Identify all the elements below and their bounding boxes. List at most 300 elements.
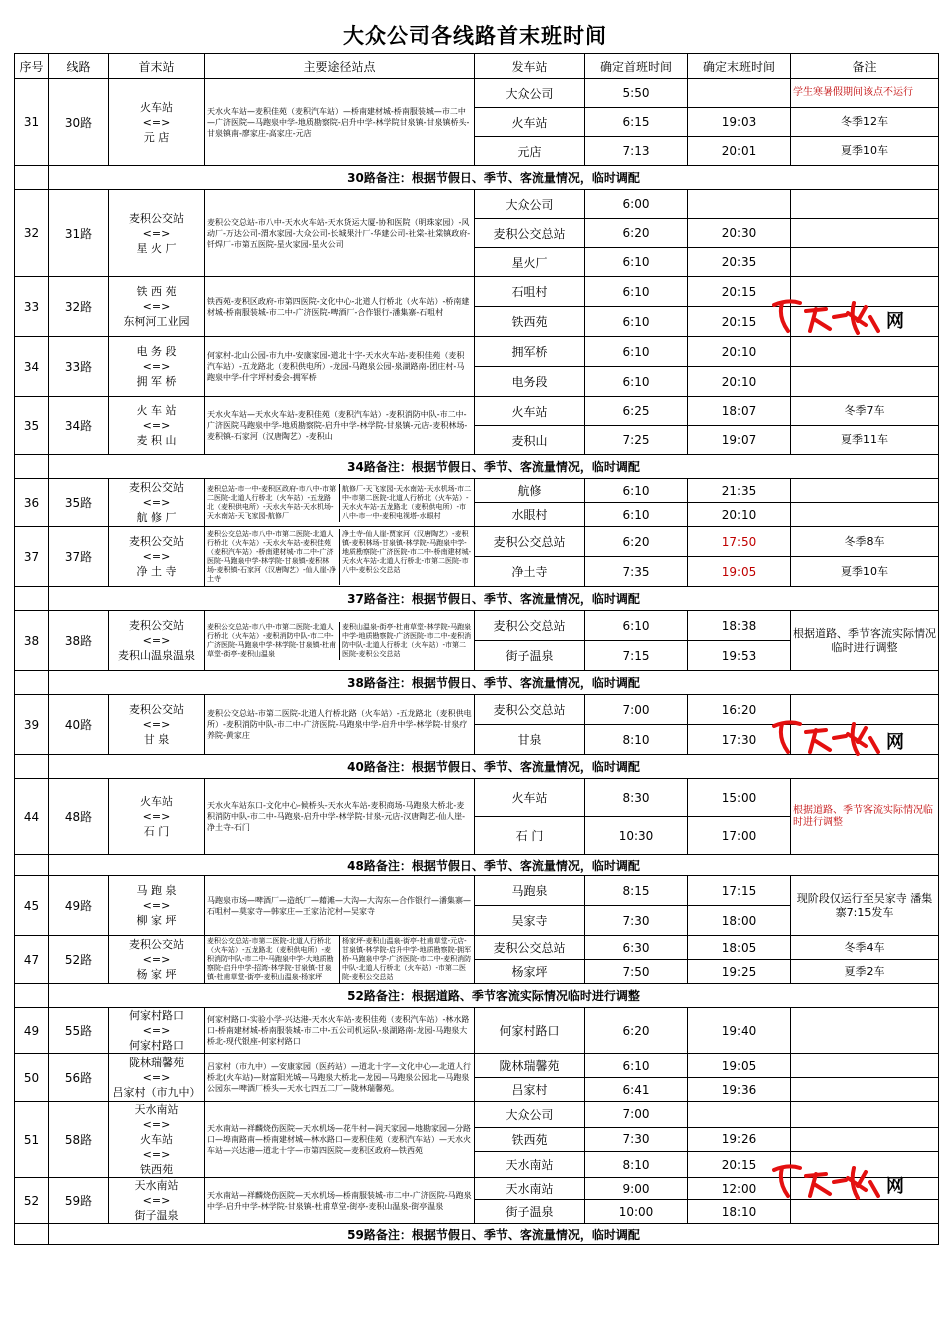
line-name: 30路	[49, 79, 109, 166]
last-bus-time: 18:00	[688, 906, 791, 936]
schedule-row	[15, 1102, 939, 1128]
line-name: 33路	[49, 337, 109, 397]
last-bus-time: 20:10	[688, 337, 791, 367]
remark: 夏季2车	[791, 960, 939, 984]
terminal-line: <=>	[142, 226, 171, 240]
schedule-row	[15, 527, 939, 557]
line-note-row	[15, 984, 939, 1008]
seq-number: 52	[15, 1178, 49, 1224]
remark: 学生寒暑假期间该点不运行	[791, 79, 939, 108]
line-name: 55路	[49, 1008, 109, 1054]
last-bus-time: 19:03	[688, 108, 791, 137]
last-bus-time: 19:25	[688, 960, 791, 984]
line-note-row	[15, 166, 939, 190]
departure-station: 航修	[475, 479, 585, 503]
seq-number: 50	[15, 1054, 49, 1102]
terminal-line: 元 店	[143, 130, 170, 144]
line-note-row	[15, 455, 939, 479]
last-bus-time: 18:10	[688, 1200, 791, 1224]
first-bus-time: 7:30	[585, 906, 688, 936]
seq-number: 36	[15, 479, 49, 527]
first-bus-time: 6:10	[585, 248, 688, 277]
terminal-stations	[109, 337, 205, 397]
seq-cell-empty	[15, 1224, 49, 1245]
terminal-line: <=>	[142, 634, 171, 647]
terminal-line: <=>	[142, 1024, 171, 1037]
seq-cell-empty	[15, 755, 49, 779]
schedule-row	[15, 1054, 939, 1078]
departure-station: 吴家寺	[475, 906, 585, 936]
terminal-line: <=>	[142, 899, 171, 912]
last-bus-time: 18:07	[688, 397, 791, 426]
line-name: 35路	[49, 479, 109, 527]
remark	[791, 219, 939, 248]
seq-cell-empty	[15, 984, 49, 1008]
first-bus-time: 6:25	[585, 397, 688, 426]
line-name: 58路	[49, 1102, 109, 1178]
last-bus-time: 19:07	[688, 426, 791, 455]
terminal-line: 马 跑 泉	[136, 884, 177, 897]
seq-cell-empty	[15, 671, 49, 695]
terminal-line: 铁西苑	[140, 1163, 173, 1176]
first-bus-time: 7:25	[585, 426, 688, 455]
last-bus-time: 12:00	[688, 1178, 791, 1200]
route-stops: 吕家村（市九中）—安康家园（医药站）—道北十字—文化中心—北道人行桥北(火车站)—财富阳光城—马跑泉大桥北—龙园—马跑泉公园北—马跑泉公园东—啤酒厂桥头—天水七四五二厂—陇林瑞馨苑。	[205, 1054, 475, 1102]
last-bus-time: 19:05	[688, 1054, 791, 1078]
last-bus-time: 20:10	[688, 367, 791, 397]
seq-cell-empty	[15, 587, 49, 611]
first-bus-time: 7:50	[585, 960, 688, 984]
column-header: 序号	[15, 54, 49, 79]
terminal-stations	[109, 936, 205, 984]
terminal-stations	[109, 1054, 205, 1102]
schedule-row	[15, 277, 939, 307]
seq-number: 44	[15, 779, 49, 855]
terminal-line: 麦 积 山	[136, 434, 177, 447]
terminal-stations	[109, 1008, 205, 1054]
line-note: 40路备注：根据节假日、季节、客流量情况，临时调配	[49, 755, 939, 779]
terminal-line: 航 修 厂	[136, 511, 177, 524]
terminal-line: 麦积公交站	[129, 535, 184, 548]
remark: 根据道路、季节客流实际情况临时进行调整	[791, 611, 939, 671]
seq-cell-empty	[15, 166, 49, 190]
terminal-line: <=>	[142, 1071, 171, 1084]
departure-station: 天水南站	[475, 1178, 585, 1200]
departure-station: 拥军桥	[475, 337, 585, 367]
terminal-line: 电 务 段	[136, 345, 177, 358]
terminal-stations	[109, 397, 205, 455]
schedule-row	[15, 397, 939, 426]
first-bus-time: 6:20	[585, 1008, 688, 1054]
departure-station: 元店	[475, 137, 585, 166]
remark	[791, 1152, 939, 1178]
column-header: 发车站	[475, 54, 585, 79]
first-bus-time: 9:00	[585, 1178, 688, 1200]
schedule-row	[15, 611, 939, 641]
terminal-line: <=>	[142, 718, 171, 731]
first-bus-time: 6:30	[585, 936, 688, 960]
schedule-row	[15, 1178, 939, 1200]
departure-station: 吕家村	[475, 1078, 585, 1102]
terminal-stations	[109, 277, 205, 337]
last-bus-time: 20:30	[688, 219, 791, 248]
terminal-line: <=>	[142, 419, 171, 432]
first-bus-time: 6:20	[585, 527, 688, 557]
schedule-table	[14, 53, 939, 1245]
seq-number: 35	[15, 397, 49, 455]
line-name: 59路	[49, 1178, 109, 1224]
first-bus-time: 6:10	[585, 611, 688, 641]
remark	[791, 1008, 939, 1054]
seq-number: 32	[15, 190, 49, 277]
line-note: 37路备注：根据节假日、季节、客流量情况，临时调配	[49, 587, 939, 611]
column-header: 确定首班时间	[585, 54, 688, 79]
line-name: 37路	[49, 527, 109, 587]
logo-text: 网	[886, 732, 904, 753]
line-name: 32路	[49, 277, 109, 337]
remark	[791, 1102, 939, 1128]
route-stops: 天水南站—祥麟烧伤医院—天水机场—桥南服装城-市二中-广济医院-马跑泉中学-启升中学-林学院-甘泉镇-杜甫草堂-街亭-麦积山温泉-街亭温泉	[205, 1178, 475, 1224]
first-bus-time: 6:15	[585, 108, 688, 137]
departure-station: 净土寺	[475, 557, 585, 587]
first-bus-time: 6:10	[585, 503, 688, 527]
terminal-line: 甘 泉	[143, 733, 170, 746]
terminal-line: <=>	[142, 810, 171, 823]
schedule-row	[15, 936, 939, 960]
departure-station: 杨家坪	[475, 960, 585, 984]
seq-number: 37	[15, 527, 49, 587]
remark	[791, 479, 939, 503]
terminal-line: 麦积公交站	[129, 703, 184, 716]
route-stops: 天水南站—祥麟烧伤医院—天水机场—花牛村—润天家园—地勘家园—分路口—埠南路南—桥南建材城—林水路口—麦积佳苑（麦积汽车站）—天水火车站—兴达港—道北十字—市第四医院—麦积区政府—铁西苑	[205, 1102, 475, 1178]
terminal-stations	[109, 527, 205, 587]
seq-number: 34	[15, 337, 49, 397]
last-bus-time: 19:53	[688, 641, 791, 671]
remark	[791, 277, 939, 307]
departure-station: 水眼村	[475, 503, 585, 527]
remark	[791, 367, 939, 397]
departure-station: 火车站	[475, 108, 585, 137]
terminal-line: 铁 西 苑	[136, 285, 177, 298]
remark: 冬季8车	[791, 527, 939, 557]
first-bus-time: 6:10	[585, 367, 688, 397]
last-bus-time: 19:36	[688, 1078, 791, 1102]
line-note-row	[15, 855, 939, 876]
departure-station: 电务段	[475, 367, 585, 397]
line-note: 59路备注：根据节假日、季节、客流量情况，临时调配	[49, 1224, 939, 1245]
departure-station: 大众公司	[475, 190, 585, 219]
remark	[791, 1078, 939, 1102]
remark	[791, 1127, 939, 1152]
route-direction: 麦积山温泉-街亭-杜甫草堂-林学院-马跑泉中学-地质勘察院-广济医院-市二中-麦积消防中队-北道人行桥北（火车站）-市第二医院-麦积公交总站	[342, 622, 472, 658]
terminal-stations	[109, 779, 205, 855]
first-bus-time: 6:10	[585, 307, 688, 337]
terminal-line: <=>	[142, 550, 171, 563]
route-stops	[205, 611, 475, 671]
last-bus-time: 20:10	[688, 503, 791, 527]
terminal-line: 火车站	[140, 795, 173, 808]
line-note-row	[15, 587, 939, 611]
route-direction: 麦积公交总站-市第二医院-北道人行桥北（火车站）-五龙路北（麦积供电所）-麦积消防中队-市二中-马跑泉中学-大地质勘察院-启升中学-招湾-林学院-甘泉镇-甘泉镇-杜甫草堂-街亭-麦积山温泉-杨家坪	[205, 936, 340, 983]
terminal-stations	[109, 1102, 205, 1178]
line-note-row	[15, 755, 939, 779]
first-bus-time: 6:00	[585, 190, 688, 219]
first-bus-time: 5:50	[585, 79, 688, 108]
terminal-stations	[109, 876, 205, 936]
terminal-line: 麦积公交站	[129, 938, 184, 951]
departure-station: 大众公司	[475, 1102, 585, 1128]
departure-station: 大众公司	[475, 79, 585, 108]
schedule-row	[15, 779, 939, 817]
line-name: 56路	[49, 1054, 109, 1102]
departure-station: 石咀村	[475, 277, 585, 307]
terminal-line: 星 火 厂	[136, 241, 177, 255]
terminal-line: 何家村路口	[129, 1009, 184, 1022]
seq-cell-empty	[15, 455, 49, 479]
route-split	[205, 529, 474, 585]
first-bus-time: 8:15	[585, 876, 688, 906]
terminal-line: <=>	[142, 1118, 171, 1131]
line-note-row	[15, 671, 939, 695]
last-bus-time: 15:00	[688, 779, 791, 817]
terminal-line: 火 车 站	[136, 404, 177, 417]
last-bus-time: 21:35	[688, 479, 791, 503]
terminal-stations	[109, 479, 205, 527]
header-row	[15, 54, 939, 79]
first-bus-time: 6:10	[585, 479, 688, 503]
departure-station: 麦积公交总站	[475, 936, 585, 960]
last-bus-time: 20:15	[688, 307, 791, 337]
terminal-line: <=>	[142, 115, 171, 129]
departure-station: 甘泉	[475, 725, 585, 755]
last-bus-time	[688, 79, 791, 108]
last-bus-time: 20:01	[688, 137, 791, 166]
remark	[791, 1054, 939, 1078]
first-bus-time: 7:00	[585, 695, 688, 725]
last-bus-time: 17:15	[688, 876, 791, 906]
terminal-stations	[109, 611, 205, 671]
route-direction: 麦积公交总站-市八中-市第二医院-北道人行桥北（火车站）-天水火车站-麦积佳苑（麦积汽车站）-桥南建材城-市二中-广济医院-马跑泉中学-林学院-甘泉镇-麦积林场-麦积镇-石家河（汉唐陶艺）-仙人崖-净土寺	[205, 529, 340, 585]
last-bus-time: 19:05	[688, 557, 791, 587]
terminal-line: <=>	[142, 1148, 171, 1161]
terminal-line: 火车站	[140, 1133, 173, 1146]
route-stops	[205, 479, 475, 527]
first-bus-time: 10:30	[585, 817, 688, 855]
terminal-line: <=>	[142, 360, 171, 373]
line-note: 30路备注：根据节假日、季节、客流量情况，临时调配	[49, 166, 939, 190]
terminal-stations	[109, 79, 205, 166]
remark	[791, 337, 939, 367]
seq-cell-empty	[15, 855, 49, 876]
departure-station: 马跑泉	[475, 876, 585, 906]
seq-number: 33	[15, 277, 49, 337]
page-title: 大众公司各线路首末班时间	[343, 24, 607, 48]
remark: 夏季10车	[791, 557, 939, 587]
terminal-line: 麦积公交站	[129, 619, 184, 632]
terminal-line: 吕家村（市九中）	[112, 1086, 201, 1099]
terminal-line: 天水南站	[134, 1179, 179, 1192]
line-note: 38路备注：根据节假日、季节、客流量情况，临时调配	[49, 671, 939, 695]
schedule-row	[15, 876, 939, 906]
seq-number: 49	[15, 1008, 49, 1054]
last-bus-time: 17:30	[688, 725, 791, 755]
last-bus-time: 18:38	[688, 611, 791, 641]
remark	[791, 695, 939, 725]
departure-station: 麦积公交总站	[475, 611, 585, 641]
remark: 现阶段仅运行至吴家寺 潘集寨7:15发车	[791, 876, 939, 936]
first-bus-time: 6:10	[585, 1054, 688, 1078]
route-direction: 航修厂-天飞家园-天水南站-天水机场-市二中-市第二医院-北道人行桥北（火车站）-天水火车站-五龙路北（麦积供电所）-市八中-市一中-麦积电视塔-水眼村	[342, 484, 472, 520]
last-bus-time: 19:26	[688, 1127, 791, 1152]
terminal-line: 东柯河工业园	[123, 315, 190, 328]
column-header: 线路	[49, 54, 109, 79]
schedule-row	[15, 79, 939, 108]
remark	[791, 725, 939, 755]
seq-number: 38	[15, 611, 49, 671]
terminal-stations	[109, 695, 205, 755]
column-header: 主要途径站点	[205, 54, 475, 79]
seq-number: 39	[15, 695, 49, 755]
route-stops: 何家村路口-实验小学-兴达港-天水火车站-麦积佳苑（麦积汽车站）-林水路口-桥南建材城-桥南服装城-市二中-五公司机运队-泉湖路南-龙园-马跑泉大桥北-现代银座-何家村路口	[205, 1008, 475, 1054]
first-bus-time: 6:10	[585, 277, 688, 307]
terminal-stations	[109, 190, 205, 277]
departure-station: 火车站	[475, 397, 585, 426]
first-bus-time: 6:20	[585, 219, 688, 248]
route-direction: 麦积公交总站-市八中-市第二医院-北道人行桥北（火车站）-麦积消防中队-市二中-广济医院-马跑泉中学-林学院-甘泉镇-杜甫草堂-街亭-麦积山温泉	[205, 622, 340, 660]
first-bus-time: 8:30	[585, 779, 688, 817]
last-bus-time	[688, 1102, 791, 1128]
first-bus-time: 7:30	[585, 1127, 688, 1152]
schedule-row	[15, 337, 939, 367]
route-stops: 天水火车站—天水火车站-麦积佳苑（麦积汽车站）-麦积消防中队-市二中-广济医院马跑泉中学-地质勘察院-启升中学-林学院-甘泉镇-元店-麦积林场-麦积镇-石家河（汉唐陶艺）-麦积山	[205, 397, 475, 455]
line-name: 40路	[49, 695, 109, 755]
departure-station: 铁西苑	[475, 1127, 585, 1152]
terminal-line: 净 土 寺	[136, 565, 177, 578]
route-split	[205, 936, 474, 983]
route-stops: 天水火车站—麦积佳苑（麦积汽车站）—桥南建材城-桥南服装城—市二中—广济医院—马跑泉中学-地质勘察院-启升中学-林学院甘泉镇-甘泉镇桥头-甘泉镇南-廖家庄-高家庄-元店	[205, 79, 475, 166]
route-stops: 麦积公交总站-市第二医院-北道人行桥北路（火车站）-五龙路北（麦积供电所）-麦积消防中队-市二中-广济医院-马跑泉中学-启升中学-林学院-甘泉疗养院-黄家庄	[205, 695, 475, 755]
remark: 冬季4车	[791, 936, 939, 960]
route-stops	[205, 527, 475, 587]
first-bus-time: 10:00	[585, 1200, 688, 1224]
remark: 夏季10车	[791, 137, 939, 166]
remark	[791, 1178, 939, 1200]
line-name: 34路	[49, 397, 109, 455]
departure-station: 火车站	[475, 779, 585, 817]
remark	[791, 248, 939, 277]
last-bus-time: 18:05	[688, 936, 791, 960]
line-name: 48路	[49, 779, 109, 855]
terminal-line: <=>	[142, 1194, 171, 1207]
logo-text: 网	[886, 311, 904, 332]
seq-number: 45	[15, 876, 49, 936]
route-stops: 天水火车站东口-文化中心-候桥头-天水火车站-麦积商场-马跑泉大桥北-麦积消防中队-市二中-马跑泉-启升中学-林学院-甘泉-元店-汉唐陶艺-仙人崖-净土寺-石门	[205, 779, 475, 855]
remark: 根据道路、季节客流实际情况临时进行调整	[791, 779, 939, 855]
line-name: 52路	[49, 936, 109, 984]
route-stops: 铁西苑-麦积区政府-市第四医院-文化中心-北道人行桥北（火车站）-桥南建材城-桥南服装城-市二中-广济医院-啤酒厂-合作银行-潘集寨-石咀村	[205, 277, 475, 337]
departure-station: 天水南站	[475, 1152, 585, 1178]
terminal-line: <=>	[142, 496, 171, 509]
route-stops: 何家村-北山公园-市九中-安康家园-道北十字-天水火车站-麦积佳苑（麦积汽车站）-五龙路北（麦积供电所）-龙园-马跑泉公园-泉湖路南-团庄村-马跑泉中学-什字坪村委会-拥军桥	[205, 337, 475, 397]
logo-text: 网	[886, 1176, 904, 1197]
line-note-row	[15, 1224, 939, 1245]
seq-number: 51	[15, 1102, 49, 1178]
line-note: 48路备注：根据节假日、季节、客流量情况，临时调配	[49, 855, 939, 876]
remark	[791, 503, 939, 527]
remark	[791, 190, 939, 219]
last-bus-time: 17:50	[688, 527, 791, 557]
terminal-line: 拥 军 桥	[136, 375, 177, 388]
departure-station: 星火厂	[475, 248, 585, 277]
terminal-line: 麦积公交站	[129, 211, 184, 225]
schedule-row	[15, 1008, 939, 1054]
terminal-stations	[109, 1178, 205, 1224]
departure-station: 街子温泉	[475, 641, 585, 671]
first-bus-time: 7:35	[585, 557, 688, 587]
column-header: 备注	[791, 54, 939, 79]
departure-station: 铁西苑	[475, 307, 585, 337]
route-direction: 麦积总站-市一中-麦积区政府-市八中-市第二医院-北道人行桥北（火车站）-五龙路北（麦积供电所）-天水火车站-天水机场-天水南站-天飞家园-航修厂	[205, 484, 340, 522]
departure-station: 麦积山	[475, 426, 585, 455]
first-bus-time: 7:00	[585, 1102, 688, 1128]
line-name: 31路	[49, 190, 109, 277]
seq-number: 47	[15, 936, 49, 984]
first-bus-time: 6:41	[585, 1078, 688, 1102]
first-bus-time: 8:10	[585, 725, 688, 755]
first-bus-time: 8:10	[585, 1152, 688, 1178]
terminal-line: 杨 家 坪	[136, 968, 177, 981]
remark: 冬季12车	[791, 108, 939, 137]
route-direction: 净土寺-仙人崖-贾家河（汉唐陶艺）-麦积镇-麦积林场-甘泉镇-林学院-马跑泉中学-地质勘察院-广济医院-市二中-桥南建材城-天水火车站-北道人行桥北-市第二医院-市八中-麦积公交总站	[342, 529, 472, 574]
last-bus-time: 20:15	[688, 277, 791, 307]
last-bus-time: 19:40	[688, 1008, 791, 1054]
schedule-row	[15, 190, 939, 219]
remark: 冬季7车	[791, 397, 939, 426]
line-note: 52路备注：根据道路、季节客流实际情况临时进行调整	[49, 984, 939, 1008]
terminal-line: 街子温泉	[134, 1209, 179, 1222]
departure-station: 何家村路口	[475, 1008, 585, 1054]
remark	[791, 1200, 939, 1224]
terminal-line: 陇林瑞馨苑	[129, 1056, 184, 1069]
terminal-line: 何家村路口	[129, 1039, 184, 1052]
terminal-line: 火车站	[140, 100, 173, 114]
schedule-row	[15, 695, 939, 725]
last-bus-time: 20:15	[688, 1152, 791, 1178]
terminal-line: 麦积公交站	[129, 481, 184, 494]
line-name: 38路	[49, 611, 109, 671]
departure-station: 陇林瑞馨苑	[475, 1054, 585, 1078]
route-direction: 杨家坪-麦积山温泉-街亭-杜甫草堂-元店-甘泉镇-林学院-启升中学-地质勘察院-拥军桥-马跑泉中学-广济医院-市二中-麦积消防中队-北道人行桥北（火车站）-市第二医院-麦积公交总站	[342, 937, 472, 981]
departure-station: 麦积公交总站	[475, 219, 585, 248]
seq-number: 31	[15, 79, 49, 166]
remark: 夏季11车	[791, 426, 939, 455]
line-note: 34路备注：根据节假日、季节、客流量情况，临时调配	[49, 455, 939, 479]
route-split	[205, 484, 474, 522]
first-bus-time: 7:15	[585, 641, 688, 671]
remark	[791, 307, 939, 337]
departure-station: 石 门	[475, 817, 585, 855]
first-bus-time: 6:10	[585, 337, 688, 367]
terminal-line: 麦积山温泉温泉	[118, 649, 195, 662]
last-bus-time: 20:35	[688, 248, 791, 277]
column-header: 首末站	[109, 54, 205, 79]
departure-station: 麦积公交总站	[475, 695, 585, 725]
first-bus-time: 7:13	[585, 137, 688, 166]
column-header: 确定末班时间	[688, 54, 791, 79]
last-bus-time	[688, 190, 791, 219]
terminal-line: <=>	[142, 300, 171, 313]
terminal-line: 天水南站	[134, 1103, 179, 1116]
